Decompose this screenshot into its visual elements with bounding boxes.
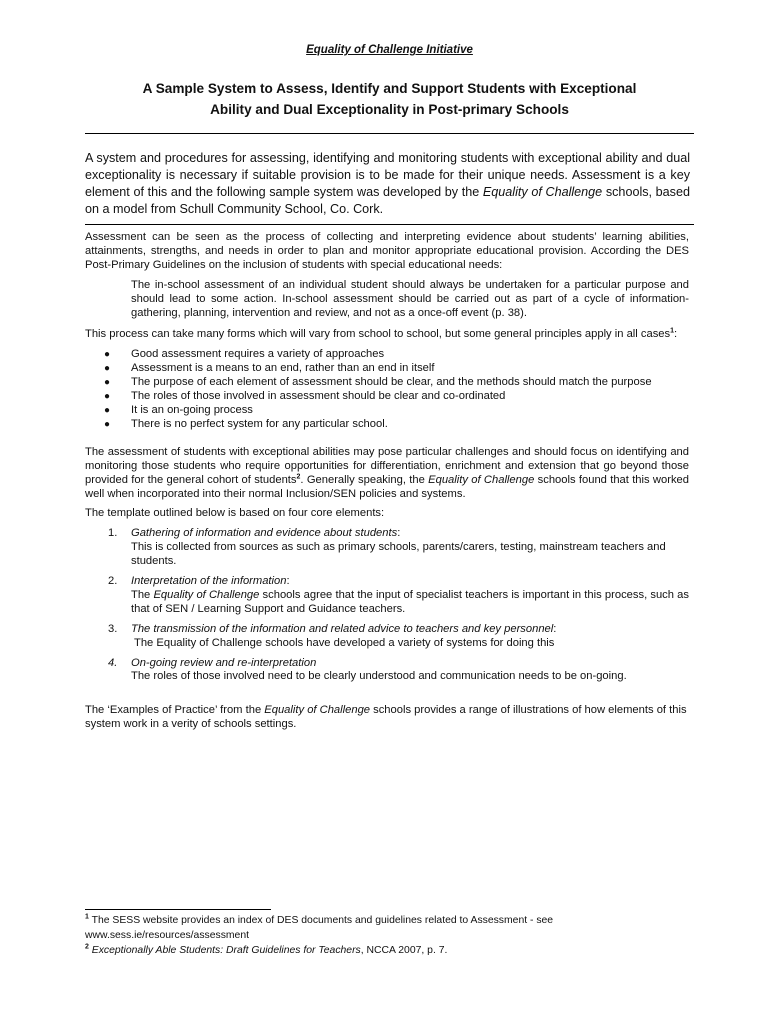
list-item: ● It is an on-going process	[104, 403, 253, 416]
list-number: 1.	[108, 527, 118, 540]
list-item	[85, 657, 689, 685]
intro-paragraph: A system and procedures for assessing, identifying and monitoring students with exceptional ability and dual exceptionality is necessary if suitable provision is to be made for their unique needs. Assessment is a key element of this and the following sample system was developed by the Equality of Challenge schools, based on a model from Schull Community School, Co. Cork.	[85, 151, 690, 216]
core-element-text: The roles of those involved need to be clearly understood and communication needs to be on-going.	[131, 670, 627, 683]
principles-list	[85, 348, 689, 431]
core-element-heading: Interpretation of the information	[131, 575, 287, 588]
core-element-heading: The transmission of the information and related advice to teachers and key personnel	[131, 622, 554, 635]
exceptional-abilities-paragraph: The assessment of students with exceptional abilities may pose particular challenges and should focus on identifying and monitoring those students who require opportunities for differentiation, enrichment and extension that go beyond those provided for the general cohort of students$^2$. Generally speaking, the Equality of Challenge schools found that this worked well when incorporated into their normal Inclusion/SEN policies and systems.	[85, 445, 689, 500]
title-line-1: A Sample System to Assess, Identify and Support Students with Exceptional	[142, 81, 637, 96]
assessment-definition-paragraph: Assessment can be seen as the process of collecting and interpreting evidence about students’ learning abilities, attainments, strengths, and needs in order to plan and monitor appropriate educational provision. According the DES Post-Primary Guidelines on the inclusion of students with special educational needs:	[85, 231, 689, 271]
intro-divider	[85, 224, 694, 225]
list-item: ● The purpose of each element of assessment should be clear, and the methods should match the purpose	[104, 376, 652, 389]
document-body	[85, 231, 689, 732]
footnote-2: $^2$ Exceptionally Able Students: Draft Guidelines for Teachers, NCCA 2007, p. 7.	[85, 943, 448, 956]
list-number: 4.	[108, 656, 118, 669]
core-element-text: The Equality of Challenge schools have developed a variety of systems for doing this	[134, 636, 555, 649]
title-divider	[85, 133, 694, 134]
principles-intro-paragraph: This process can take many forms which will vary from school to school, but some general principles apply in all cases$^1$:	[85, 327, 678, 341]
title-line-2: Ability and Dual Exceptionality in Post-primary Schools	[210, 102, 569, 117]
bullet-icon: ●	[104, 391, 111, 403]
list-item: 2. Interpretation of the information: The Equality of Challenge schools agree that the input of specialist teachers is important in this process, such as that of SEN / Learning Support and Guidance teachers.	[108, 575, 689, 615]
document-header: Equality of Challenge Initiative	[306, 44, 473, 56]
bullet-icon: ●	[104, 377, 111, 389]
core-elements-list	[85, 527, 689, 684]
document-title	[79, 78, 700, 120]
list-item: ● The roles of those involved in assessment should be clear and co-ordinated	[104, 390, 506, 403]
footnote-ref-2: 2	[296, 472, 301, 480]
guidelines-quote: The in-school assessment of an individual student should always be undertaken for a particular purpose and should lead to some action. In-school assessment should be carried out as part of a cycle of information-gathering, planning, intervention and review, and not as a once-off event (p. 38).	[131, 278, 689, 319]
list-item: 1. Gathering of information and evidence about students: This is collected from sources as such as primary schools, parents/carers, testing, mainstream teachers and students.	[85, 527, 689, 569]
core-element-text: This is collected from sources as such as primary schools, parents/carers, testing, mainstream teachers and students.	[131, 541, 666, 568]
list-item: ● Assessment is a means to an end, rather than an end in itself	[104, 362, 435, 375]
footnote-divider	[85, 909, 271, 910]
list-item: 3. The transmission of the information and related advice to teachers and key personnel: The Equality of Challenge schools have developed a variety of systems for doing this	[85, 623, 689, 651]
footnote-marker: 1	[85, 913, 89, 921]
footnote-marker: 2	[85, 943, 89, 951]
list-number: 2.	[108, 575, 118, 588]
bullet-icon: ●	[104, 349, 111, 361]
list-number: 3.	[108, 622, 118, 635]
footnote-1: $^1$ The SESS website provides an index of DES documents and guidelines related to Assessment - see www.sess.ie/resources/assessment	[85, 913, 554, 941]
core-element-heading: On-going review and re-interpretation	[131, 656, 317, 669]
footnotes	[85, 913, 685, 958]
examples-of-practice-paragraph: The ‘Examples of Practice’ from the Equality of Challenge schools provides a range of illustrations of how elements of this system work in a verity of schools settings.	[85, 704, 687, 731]
footnote-ref-1: 1	[670, 327, 675, 335]
list-item: ● There is no perfect system for any particular school.	[104, 417, 388, 430]
bullet-icon: ●	[104, 418, 111, 430]
intro-italic: Equality of Challenge	[482, 185, 603, 199]
list-item: ● Good assessment requires a variety of approaches	[104, 348, 385, 361]
template-intro-paragraph: The template outlined below is based on four core elements:	[85, 507, 385, 520]
core-element-heading: Gathering of information and evidence about students	[131, 527, 398, 540]
bullet-icon: ●	[104, 404, 111, 416]
bullet-icon: ●	[104, 363, 111, 375]
core-element-text: The Equality of Challenge schools agree that the input of specialist teachers is important in this process, such as that of SEN / Learning Support and Guidance teachers.	[131, 588, 689, 615]
